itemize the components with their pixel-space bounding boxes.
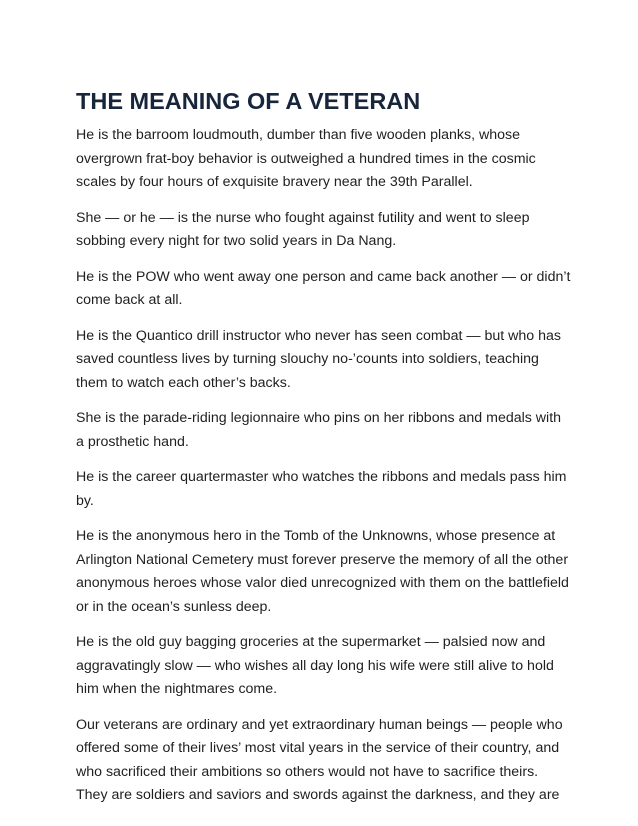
paragraph: She — or he — is the nurse who fought against futility and went to sleep sobbing every night for two solid years in Da Nang. <box>76 209 530 249</box>
paragraph: She is the parade-riding legionnaire who pins on her ribbons and medals with a prosthetic hand. <box>76 410 562 450</box>
paragraph: He is the Quantico drill instructor who never has seen combat — but who has saved countless lives by turning slouchy no-’counts into soldiers, teaching them to watch each other’s backs. <box>76 327 561 391</box>
paragraph: He is the POW who went away one person and came back another — or didn’t come back at all. <box>76 268 571 308</box>
paragraph: He is the career quartermaster who watches the ribbons and medals pass him by. <box>76 469 567 509</box>
document-title: THE MEANING OF A VETERAN <box>76 88 421 114</box>
paragraph: He is the barroom loudmouth, dumber than five wooden planks, whose overgrown frat-boy behavior is outweighed a hundred times in the cosmic scales by four hours of exquisite bravery near the 39th Parallel. <box>76 127 536 190</box>
paragraph: He is the old guy bagging groceries at the supermarket — palsied now and aggravatingly slow — who wishes all day long his wife were still alive to hold him when the nightmares come. <box>76 634 554 697</box>
paragraph: He is the anonymous hero in the Tomb of the Unknowns, whose presence at Arlington National Cemetery must forever preserve the memory of all the other anonymous heroes whose valor died unrecognized with them on the battlefield or in the ocean’s sunless deep. <box>76 528 569 615</box>
document-body <box>76 124 572 820</box>
paragraph: Our veterans are ordinary and yet extraordinary human beings — people who offered some of their lives’ most vital years in the service of their country, and who sacrificed their ambitions so others would not have to sacrifice theirs. They are soldiers and saviors and swords against the darkness, and they are <box>76 716 563 803</box>
